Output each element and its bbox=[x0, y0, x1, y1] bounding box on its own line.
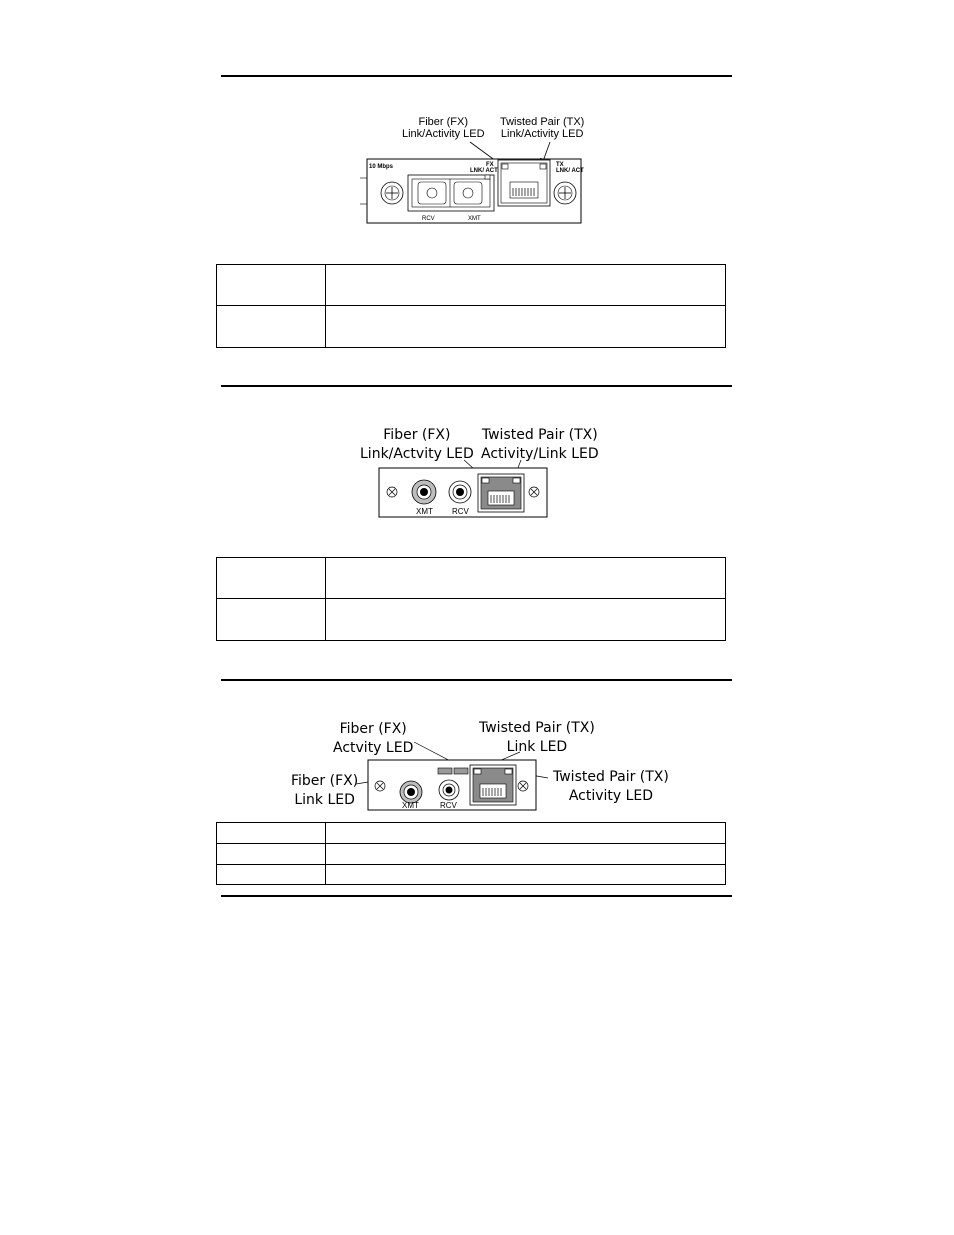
led-table-3 bbox=[216, 822, 726, 885]
fig3-screw-right-icon bbox=[518, 781, 528, 791]
fig1-fiber-connector bbox=[408, 175, 494, 211]
fig1-screw-right-icon bbox=[554, 182, 576, 204]
fig2-rcv-text: RCV bbox=[452, 507, 469, 516]
fig3-fx-activity-label: Fiber (FX) Actvity LED bbox=[333, 721, 414, 756]
fig3-panel-diagram bbox=[352, 740, 557, 816]
fig1-rcv-text: RCV bbox=[422, 216, 435, 222]
fig1-panel-fx-text: FX bbox=[486, 162, 494, 168]
fig1-fx-led bbox=[485, 175, 490, 179]
fig1-xmt-text: XMT bbox=[468, 216, 481, 222]
fig1-panel-diagram bbox=[360, 138, 590, 226]
table-row bbox=[217, 306, 726, 348]
fig1-speed-text: 10 Mbps bbox=[369, 164, 394, 170]
led-table-1 bbox=[216, 264, 726, 348]
fig2-xmt-port-icon bbox=[412, 480, 436, 504]
fig3-xmt-text: XMT bbox=[402, 801, 419, 810]
table-row bbox=[217, 558, 726, 599]
fig2-screw-right-icon bbox=[529, 487, 539, 497]
table-row bbox=[217, 265, 726, 306]
fig2-screw-left-icon bbox=[387, 487, 397, 497]
section-rule-4 bbox=[221, 895, 732, 897]
fig1-rj45-port bbox=[498, 160, 550, 206]
led-table-2 bbox=[216, 557, 726, 641]
fig2-rcv-port-icon bbox=[449, 481, 471, 503]
fig3-fx-link-led bbox=[438, 768, 452, 774]
fig1-panel-fx-lnk-text: LNK/ ACT bbox=[470, 168, 498, 174]
fig3-screw-left-icon bbox=[375, 781, 385, 791]
table-row bbox=[217, 823, 726, 844]
fig1-tx-label: Twisted Pair (TX) Link/Activity LED bbox=[500, 116, 585, 140]
fig2-fx-label: Fiber (FX) Link/Actvity LED bbox=[360, 427, 474, 462]
fig3-tx-activity-label: Twisted Pair (TX) Activity LED bbox=[553, 769, 669, 804]
fig2-panel-diagram bbox=[376, 448, 551, 520]
fig3-rcv-port-icon bbox=[439, 780, 459, 800]
fig2-tx-label: Twisted Pair (TX) Activity/Link LED bbox=[481, 427, 599, 462]
fig3-rcv-text: RCV bbox=[440, 801, 457, 810]
fig3-tx-link-label: Twisted Pair (TX) Link LED bbox=[479, 720, 595, 755]
section-rule-2 bbox=[221, 385, 732, 387]
fig3-rj45-port bbox=[470, 765, 516, 805]
section-rule-3 bbox=[221, 679, 732, 681]
section-rule-1 bbox=[221, 75, 732, 77]
table-row bbox=[217, 865, 726, 885]
fig3-fx-activity-led bbox=[454, 768, 468, 774]
fig3-xmt-port-icon bbox=[400, 781, 422, 803]
fig1-screw-left-icon bbox=[381, 182, 403, 204]
fig2-xmt-text: XMT bbox=[416, 507, 433, 516]
fig1-fx-label: Fiber (FX) Link/Activity LED bbox=[402, 116, 485, 140]
table-row bbox=[217, 844, 726, 865]
fig2-rj45-port bbox=[478, 474, 524, 512]
table-row bbox=[217, 599, 726, 641]
fig1-panel-tx-text: TX bbox=[556, 162, 564, 168]
fig3-fx-link-label: Fiber (FX) Link LED bbox=[291, 773, 359, 808]
fig1-panel-tx-lnk-text: LNK/ ACT bbox=[556, 168, 584, 174]
